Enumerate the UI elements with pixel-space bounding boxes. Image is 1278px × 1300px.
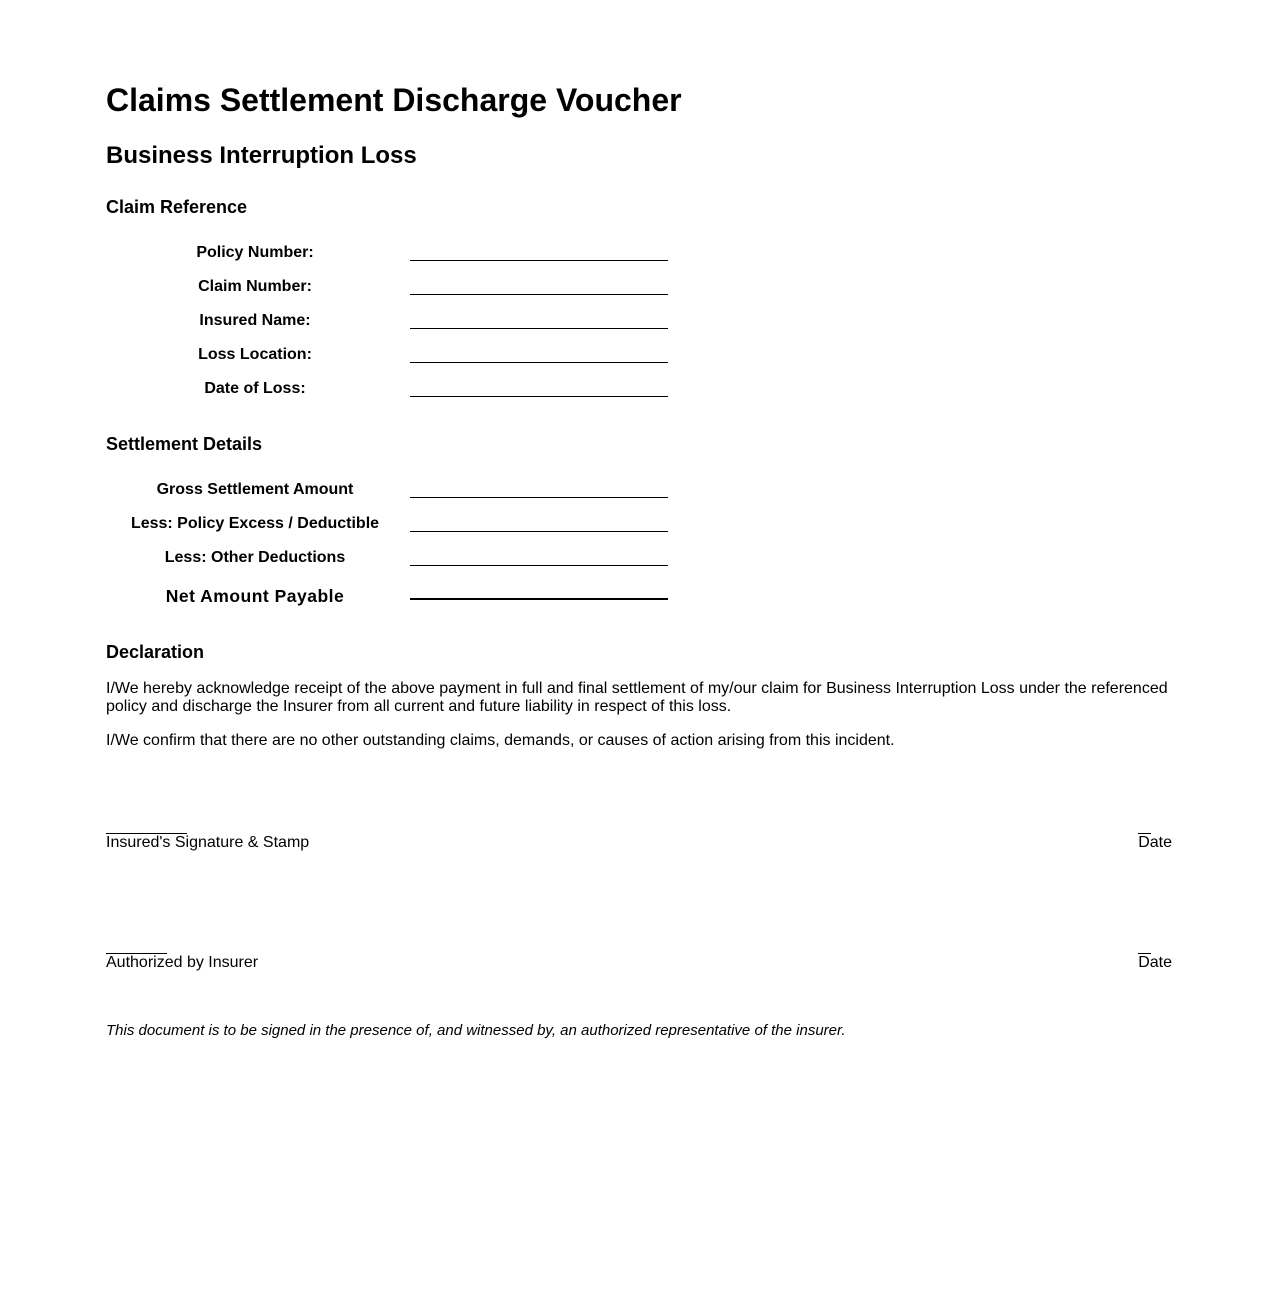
insured-signature-block [106,833,1172,857]
policy-number-input-line[interactable] [410,260,668,261]
insured-date-label: Date [1138,834,1172,851]
declaration-heading: Declaration [106,642,205,662]
date-of-loss-input-line[interactable] [410,396,668,397]
other-deductions-field [106,549,676,579]
gross-settlement-input-line[interactable] [410,497,668,498]
net-amount-input-line[interactable] [410,598,668,600]
insurer-signature-block [106,953,1172,977]
claim-reference-heading: Claim Reference [106,197,248,217]
insured-date-block [1132,833,1172,857]
insurer-date-label: Date [1138,954,1172,971]
loss-location-field [106,346,676,376]
claim-number-input-line[interactable] [410,294,668,295]
claim-number-field [106,278,676,308]
declaration-paragraph-1: I/We hereby acknowledge receipt of the above payment in full and final settlement of my/our claim for Business Interruption Loss under the referenced policy and discharge the Insurer from all current and future liability in respect of this loss. [106,680,1168,715]
net-amount-label: Net Amount Payable [165,586,345,606]
other-deductions-input-line[interactable] [410,565,668,566]
date-of-loss-field [106,380,676,410]
net-amount-field [106,586,676,616]
claim-number-label: Claim Number: [198,278,312,295]
loss-location-input-line[interactable] [410,362,668,363]
gross-settlement-label: Gross Settlement Amount [156,481,354,498]
policy-number-label: Policy Number: [196,244,314,261]
insured-signature-label: Insured's Signature & Stamp [106,834,310,851]
policy-excess-field [106,515,676,545]
declaration-paragraph-2: I/We confirm that there are no other outstanding claims, demands, or causes of action arising from this incident. [106,732,895,749]
settlement-details-heading: Settlement Details [106,434,263,454]
insured-name-label: Insured Name: [199,312,311,329]
witness-note: This document is to be signed in the presence of, and witnessed by, an authorized representative of the insurer. [106,1022,846,1039]
other-deductions-label: Less: Other Deductions [164,549,346,566]
date-of-loss-label: Date of Loss: [204,380,306,397]
policy-number-field [106,244,676,274]
gross-settlement-field [106,481,676,511]
insurer-date-block [1132,953,1172,977]
policy-excess-label: Less: Policy Excess / Deductible [130,515,380,532]
loss-location-label: Loss Location: [198,346,312,363]
document-subtitle: Business Interruption Loss [106,142,417,169]
policy-excess-input-line[interactable] [410,531,668,532]
document-title: Claims Settlement Discharge Voucher [106,82,682,118]
insured-name-field [106,312,676,342]
insured-name-input-line[interactable] [410,328,668,329]
insurer-signature-label: Authorized by Insurer [106,954,259,971]
